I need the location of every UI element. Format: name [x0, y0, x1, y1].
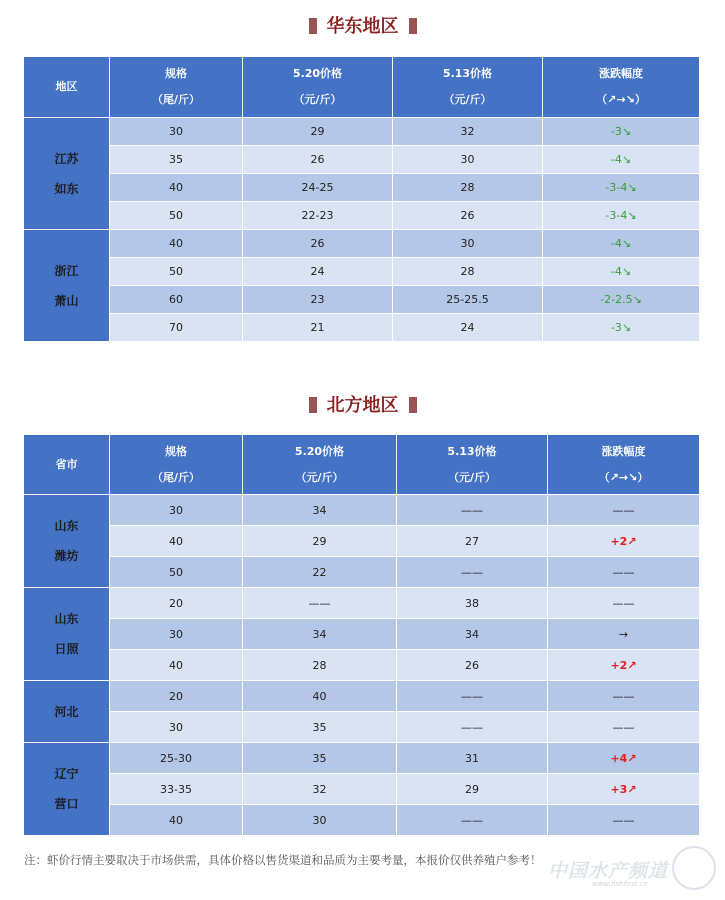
header-label: 涨跌幅度	[601, 444, 646, 458]
price-513-cell: ——	[397, 712, 548, 743]
price-513-cell: 24	[393, 314, 543, 342]
change-cell: +2↗	[548, 650, 700, 681]
price-520-cell: 22-23	[243, 202, 393, 230]
spec-cell: 50	[110, 557, 243, 588]
change-cell: -3-4↘	[543, 174, 700, 202]
price-513-cell: 32	[393, 118, 543, 146]
table-row	[24, 146, 700, 174]
region-name: 营口	[54, 797, 79, 811]
header-unit: （尾/斤）	[151, 93, 201, 106]
column-header	[397, 435, 548, 495]
header-label: 省市	[55, 457, 78, 471]
spec-cell: 20	[110, 681, 243, 712]
spec-cell: 30	[110, 118, 243, 146]
table-row	[24, 230, 700, 258]
price-520-cell: ——	[243, 588, 397, 619]
header-unit: （↗→↘）	[596, 93, 646, 106]
price-520-cell: 24-25	[243, 174, 393, 202]
north-title-text: 北方地区	[326, 395, 399, 416]
spec-cell: 33-35	[110, 774, 243, 805]
title-marker-right	[409, 18, 417, 34]
change-cell: +3↗	[548, 774, 700, 805]
region-name: 日照	[54, 642, 79, 656]
price-520-cell: 23	[243, 286, 393, 314]
header-unit: （尾/斤）	[151, 470, 201, 484]
column-header	[110, 435, 243, 495]
price-520-cell: 32	[243, 774, 397, 805]
spec-cell: 40	[110, 805, 243, 836]
table-header-row	[24, 435, 700, 495]
header-unit: （元/斤）	[295, 470, 344, 484]
price-513-cell: 27	[397, 526, 548, 557]
price-520-cell: 35	[243, 712, 397, 743]
table-row	[24, 202, 700, 230]
watermark-text: 中国水产频道	[548, 860, 669, 882]
spec-cell: 35	[110, 146, 243, 174]
spec-cell: 25-30	[110, 743, 243, 774]
change-cell: -3↘	[543, 314, 700, 342]
spec-cell: 40	[110, 526, 243, 557]
header-unit: （元/斤）	[293, 93, 342, 106]
spec-cell: 60	[110, 286, 243, 314]
price-520-cell: 24	[243, 258, 393, 286]
change-cell: ——	[548, 681, 700, 712]
table-row	[24, 314, 700, 342]
column-header	[24, 435, 110, 495]
region-name: 如东	[54, 181, 79, 196]
change-cell: +4↗	[548, 743, 700, 774]
change-cell: ——	[548, 495, 700, 526]
price-520-cell: 40	[243, 681, 397, 712]
watermark-url: www.fishfirst.cn	[592, 880, 648, 888]
price-520-cell: 30	[243, 805, 397, 836]
header-label: 5.20价格	[294, 444, 345, 458]
header-unit: （元/斤）	[443, 93, 492, 106]
header-label: 涨跌幅度	[599, 67, 643, 80]
table-row	[24, 681, 700, 712]
title-marker-left	[309, 397, 317, 413]
header-label: 规格	[165, 444, 187, 458]
table-row	[24, 712, 700, 743]
price-520-cell: 29	[243, 118, 393, 146]
spec-cell: 40	[110, 230, 243, 258]
table-row	[24, 619, 700, 650]
price-520-cell: 29	[243, 526, 397, 557]
region-cell	[24, 230, 110, 342]
price-513-cell: 26	[393, 202, 543, 230]
price-520-cell: 34	[243, 619, 397, 650]
price-520-cell: 34	[243, 495, 397, 526]
east-title-text: 华东地区	[326, 16, 399, 37]
footnote: 注：虾价行情主要取决于市场供需，具体价格以售货渠道和品质为主要考量，本报价仅供养殖户参考！	[24, 853, 542, 867]
north-section-title	[0, 391, 725, 417]
table-row	[24, 650, 700, 681]
price-513-cell: ——	[397, 557, 548, 588]
change-cell: →	[548, 619, 700, 650]
spec-cell: 30	[110, 712, 243, 743]
header-label: 5.13价格	[442, 67, 493, 80]
price-513-cell: 34	[397, 619, 548, 650]
price-513-cell: 29	[397, 774, 548, 805]
table-row	[24, 258, 700, 286]
region-name: 山东	[54, 519, 79, 533]
region-name: 山东	[54, 612, 79, 626]
region-cell	[24, 743, 110, 836]
column-header	[110, 57, 243, 118]
title-marker-left	[309, 18, 317, 34]
region-name: 河北	[54, 704, 79, 719]
change-cell: ——	[548, 712, 700, 743]
price-513-cell: ——	[397, 681, 548, 712]
region-cell	[24, 681, 110, 743]
east-section-title	[0, 12, 725, 38]
spec-cell: 50	[110, 258, 243, 286]
price-520-cell: 22	[243, 557, 397, 588]
watermark-globe-icon	[672, 846, 716, 890]
spec-cell: 30	[110, 619, 243, 650]
price-520-cell: 28	[243, 650, 397, 681]
price-513-cell: 25-25.5	[393, 286, 543, 314]
table-row	[24, 557, 700, 588]
column-header	[543, 57, 700, 118]
title-marker-right	[409, 397, 417, 413]
region-name: 辽宁	[54, 767, 79, 781]
price-513-cell: 26	[397, 650, 548, 681]
change-cell: -4↘	[543, 258, 700, 286]
region-name: 萧山	[54, 293, 79, 308]
change-cell: ——	[548, 588, 700, 619]
region-name: 潍坊	[54, 549, 79, 563]
table-row	[24, 118, 700, 146]
spec-cell: 40	[110, 174, 243, 202]
price-513-cell: 30	[393, 230, 543, 258]
change-cell: +2↗	[548, 526, 700, 557]
price-513-cell: 31	[397, 743, 548, 774]
table-header-row	[24, 57, 700, 118]
north-price-table	[23, 434, 700, 836]
price-513-cell: ——	[397, 495, 548, 526]
change-cell: -2-2.5↘	[543, 286, 700, 314]
column-header	[243, 435, 397, 495]
change-cell: -4↘	[543, 230, 700, 258]
header-label: 5.13价格	[447, 444, 497, 458]
change-cell: ——	[548, 557, 700, 588]
column-header	[24, 57, 110, 118]
header-label: 5.20价格	[292, 67, 343, 80]
spec-cell: 30	[110, 495, 243, 526]
price-513-cell: 28	[393, 174, 543, 202]
price-520-cell: 35	[243, 743, 397, 774]
table-row	[24, 286, 700, 314]
region-cell	[24, 118, 110, 230]
table-row	[24, 495, 700, 526]
table-row	[24, 174, 700, 202]
change-cell: -4↘	[543, 146, 700, 174]
change-cell: -3↘	[543, 118, 700, 146]
spec-cell: 50	[110, 202, 243, 230]
column-header	[243, 57, 393, 118]
column-header	[393, 57, 543, 118]
region-name: 浙江	[54, 263, 79, 278]
change-cell: ——	[548, 805, 700, 836]
header-label: 规格	[165, 67, 187, 80]
header-unit: （元/斤）	[447, 470, 497, 484]
table-row	[24, 774, 700, 805]
region-cell	[24, 588, 110, 681]
price-513-cell: ——	[397, 805, 548, 836]
spec-cell: 70	[110, 314, 243, 342]
spec-cell: 20	[110, 588, 243, 619]
table-row	[24, 526, 700, 557]
region-name: 江苏	[54, 151, 79, 166]
table-row	[24, 805, 700, 836]
column-header	[548, 435, 700, 495]
price-513-cell: 30	[393, 146, 543, 174]
header-unit: （↗→↘）	[598, 470, 649, 484]
spec-cell: 40	[110, 650, 243, 681]
table-row	[24, 743, 700, 774]
price-513-cell: 28	[393, 258, 543, 286]
table-row	[24, 588, 700, 619]
east-price-table	[23, 56, 700, 342]
region-cell	[24, 495, 110, 588]
price-520-cell: 26	[243, 146, 393, 174]
price-520-cell: 26	[243, 230, 393, 258]
price-513-cell: 38	[397, 588, 548, 619]
header-label: 地区	[55, 80, 78, 93]
change-cell: -3-4↘	[543, 202, 700, 230]
price-520-cell: 21	[243, 314, 393, 342]
